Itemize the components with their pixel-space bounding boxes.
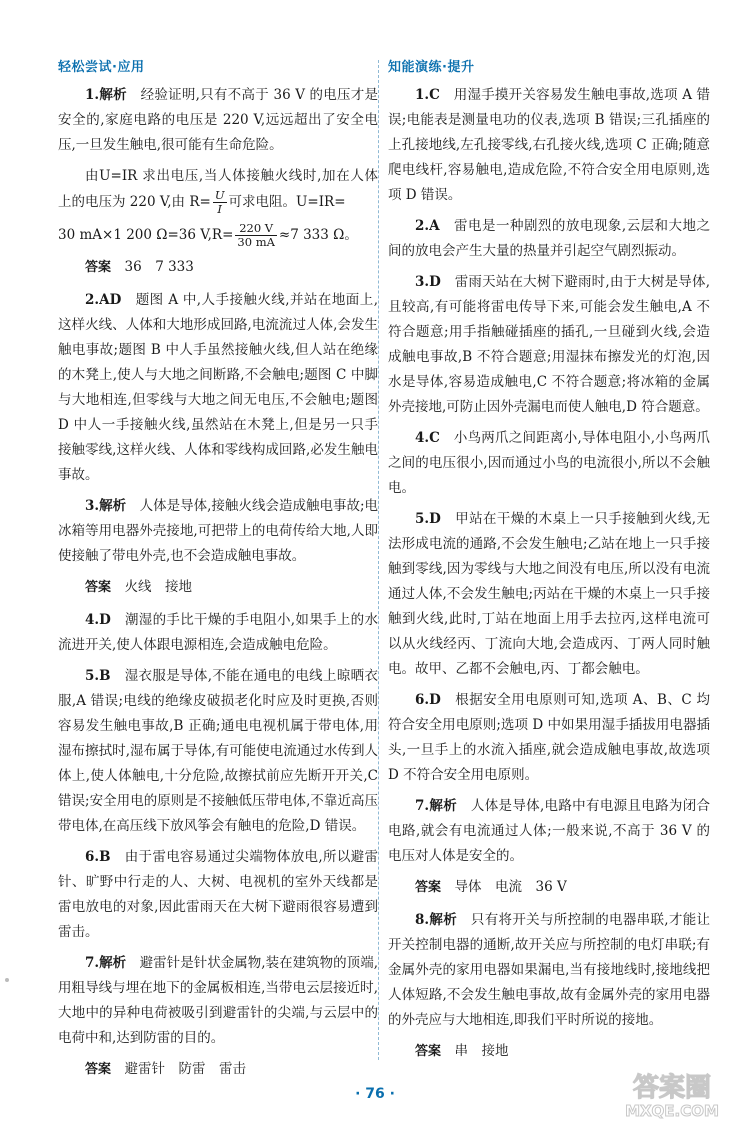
answer-text: 36 7 333	[124, 259, 194, 275]
explanation-text: 雷雨天站在大树下避雨时,由于大树是导体,且较高,有可能将雷电传导下来,可能会发生触电,A 不符合题意;用手指触碰插座的插孔,一旦碰到火线,会造成触电事故,B 不符合题意;用湿抹布擦发光的灯泡,因水是导体,容易造成触电,C 不符合题意;将冰箱的金属外壳接地,可防止因外壳漏电而使人触电,D 符合题意。	[388, 274, 710, 415]
question-number: 5.	[415, 511, 430, 527]
left-section-title: 轻松尝试·应用	[58, 60, 145, 75]
fraction-denominator: 30 mA	[237, 235, 275, 249]
choice-answer: D	[429, 511, 441, 527]
question-number: 1.	[85, 87, 100, 103]
column-divider	[378, 60, 380, 1060]
left-q4	[58, 608, 378, 658]
fraction-numerator: U	[214, 188, 225, 202]
choice-answer: A	[429, 218, 440, 234]
right-q6	[388, 688, 710, 788]
question-number: 6.	[85, 849, 100, 865]
right-q1	[388, 83, 710, 208]
choice-answer: C	[429, 430, 440, 446]
page-number: · 76 ·	[355, 1086, 395, 1102]
explanation-text: 由于雷电容易通过尖端物体放电,所以避雷针、旷野中行走的人、大树、电视机的室外天线都是雷电放电的对象,因此雷雨天在大树下避雨很容易遭到雷击。	[58, 849, 378, 940]
question-number: 4.	[415, 430, 430, 446]
watermark-title: 答案圈	[632, 1073, 712, 1103]
choice-answer: D	[99, 612, 111, 628]
watermark-logo	[602, 1070, 742, 1120]
right-q8-analysis	[388, 908, 710, 1033]
explanation-text: 小鸟两爪之间距离小,导体电阻小,小鸟两爪之间的电压很小,因而通过小鸟的电流很小,所以不会触电。	[388, 430, 710, 496]
right-q7-answer	[388, 875, 710, 900]
question-number: 8.	[415, 912, 430, 928]
analysis-text: 经验证明,只有不高于 36 V 的电压才是安全的,家庭电路的电压是 220 V,远远超出了安全电压,一旦发生触电,很可能有生命危险。	[58, 87, 379, 153]
formula-text: 30 mA×1 200 Ω=36 V,R=	[58, 227, 234, 243]
analysis-label: 解析	[429, 912, 458, 928]
analysis-label: 解析	[99, 498, 127, 514]
question-number: 3.	[415, 274, 430, 290]
fraction-numerator: 220 V	[235, 222, 277, 236]
left-q3-answer	[58, 575, 378, 600]
right-q3	[388, 270, 710, 420]
analysis-text: 只有将开关与所控制的电器串联,才能让开关控制电器的通断,故开关应与所控制的电灯串联;有金属外壳的家用电器如果漏电,当有接地线时,接地线把人体短路,不会发生触电事故,故有金属外壳的家用电器的外壳应与大地相连,即我们平时所说的接地。	[388, 912, 711, 1028]
left-q5	[58, 664, 378, 839]
margin-dot	[5, 978, 9, 982]
left-q1-formula-1	[58, 164, 378, 216]
choice-answer: B	[99, 849, 111, 865]
answer-text: 串 接地	[454, 1043, 509, 1059]
question-number: 7.	[415, 798, 430, 814]
right-section-title: 知能演练·提升	[388, 60, 475, 75]
question-number: 6.	[415, 692, 430, 708]
answer-text: 火线 接地	[124, 579, 193, 595]
analysis-text: 避雷针是针状金属物,装在建筑物的顶端,用粗导线与埋在地下的金属板相连,当带电云层接近时,大地中的异种电荷被吸引到避雷针的尖端,与云层中的电荷中和,达到防雷的目的。	[58, 955, 378, 1046]
choice-answer: AD	[99, 292, 122, 308]
answer-label: 答案	[415, 1044, 442, 1059]
analysis-label: 解析	[99, 87, 127, 103]
explanation-text: 用湿手摸开关容易发生触电事故,选项 A 错误;电能表是测量电功的仪表,选项 B 错误;三孔插座的上孔接地线,左孔接零线,右孔接火线,选项 C 正确;随意爬电线杆,容易触电,造成危险,不符合安全用电原则,选项 D 错误。	[388, 87, 711, 203]
question-number: 2.	[85, 292, 100, 308]
answer-label: 答案	[85, 1062, 112, 1077]
explanation-text: 湿衣服是导体,不能在通电的电线上晾晒衣服,A 错误;电线的绝缘皮破损老化时应及时更换,否则容易发生触电事故,B 正确;通电电视机属于带电体,用湿布擦拭时,湿布属于导体,有可能使电流通过水传到人体上,使人体触电,十分危险,故擦拭前应先断开开关,C 错误;安全用电的原则是不接触低压带电体,不靠近高压带电体,在高压线下放风筝会有触电的危险,D 错误。	[58, 668, 378, 834]
explanation-text: 雷电是一种剧烈的放电现象,云层和大地之间的放电会产生大量的热量并引起空气剧烈振动。	[388, 218, 711, 259]
question-number: 2.	[415, 218, 430, 234]
right-q5	[388, 507, 710, 682]
left-q1-formula-2	[58, 222, 378, 249]
watermark-url: MXQE.COM	[625, 1102, 719, 1120]
right-q8-answer	[388, 1039, 710, 1064]
left-q6	[58, 845, 378, 945]
answer-label: 答案	[415, 880, 442, 895]
answer-label: 答案	[85, 260, 112, 275]
right-q2	[388, 214, 710, 264]
question-number: 3.	[85, 498, 100, 514]
analysis-label: 解析	[99, 955, 127, 971]
left-q7-analysis	[58, 951, 378, 1051]
formula-text: 可求电阻。U=IR=	[228, 194, 346, 210]
formula-text: 由U=IR 求出电压,当人体接触火线时,加在人体上的电压为 220 V,由 R=	[58, 168, 378, 210]
explanation-text: 题图 A 中,人手接触火线,并站在地面上,这样火线、人体和大地形成回路,电流流过人体,会发生触电事故;题图 B 中人手虽然接触火线,但人站在绝缘的木凳上,使人与大地之间断路,不会触电;题图 C 中脚与大地相连,但零线与大地之间无电压,不会触电;题图 D 中人一手接触火线,虽然站在木凳上,但是另一只手接触零线,这样火线、人体和零线构成回路,必发生触电事故。	[58, 292, 378, 483]
analysis-label: 解析	[429, 798, 458, 814]
answer-label: 答案	[85, 580, 112, 595]
question-number: 7.	[85, 955, 100, 971]
left-q2	[58, 288, 378, 488]
formula-text: ≈7 333 Ω。	[278, 227, 358, 243]
left-q1-analysis	[58, 83, 378, 158]
right-q7-analysis	[388, 794, 710, 869]
fraction-voltage-over-current	[235, 222, 277, 249]
choice-answer: C	[429, 87, 440, 103]
choice-answer: D	[429, 274, 441, 290]
answer-text: 导体 电流 36 V	[454, 879, 567, 895]
explanation-text: 根据安全用电原则可知,选项 A、B、C 均符合安全用电原则;选项 D 中如果用湿手插拔用电器插头,一旦手上的水流入插座,就会造成触电事故,故选项 D 不符合安全用电原则。	[388, 692, 710, 783]
explanation-text: 甲站在干燥的木桌上一只手接触到火线,无法形成电流的通路,不会发生触电;乙站在地上一只手接触到零线,因为零线与大地之间没有电压,所以没有电流通过人体,不会发生触电;丙站在干燥的木桌上一只手接触到火线,此时,丁站在地面上用手去拉丙,这样电流可以从火线经丙、丁流向大地,会造成丙、丁两人同时触电。故甲、乙都不会触电,丙、丁都会触电。	[388, 511, 710, 677]
fraction-u-over-i	[213, 189, 227, 216]
left-q3-analysis	[58, 494, 378, 569]
question-number: 5.	[85, 668, 100, 684]
question-number: 4.	[85, 612, 100, 628]
left-q7-answer	[58, 1057, 378, 1082]
choice-answer: B	[99, 668, 111, 684]
right-column	[388, 50, 710, 1072]
question-number: 1.	[415, 87, 430, 103]
choice-answer: D	[429, 692, 441, 708]
left-column	[58, 50, 378, 1090]
right-q4	[388, 426, 710, 501]
analysis-text: 人体是导体,电路中有电源且电路为闭合电路,就会有电流通过人体;一般来说,不高于 36 V 的电压对人体是安全的。	[388, 798, 711, 864]
analysis-text: 人体是导体,接触火线会造成触电事故;电冰箱等用电器外壳接地,可把带上的电荷传给大地,人即使接触了带电外壳,也不会造成触电事故。	[58, 498, 379, 564]
answer-text: 避雷针 防雷 雷击	[124, 1061, 247, 1077]
fraction-denominator: I	[217, 202, 222, 216]
left-q1-answer	[58, 255, 378, 280]
explanation-text: 潮湿的手比干燥的手电阻小,如果手上的水流进开关,使人体跟电源相连,会造成触电危险。	[58, 612, 378, 653]
